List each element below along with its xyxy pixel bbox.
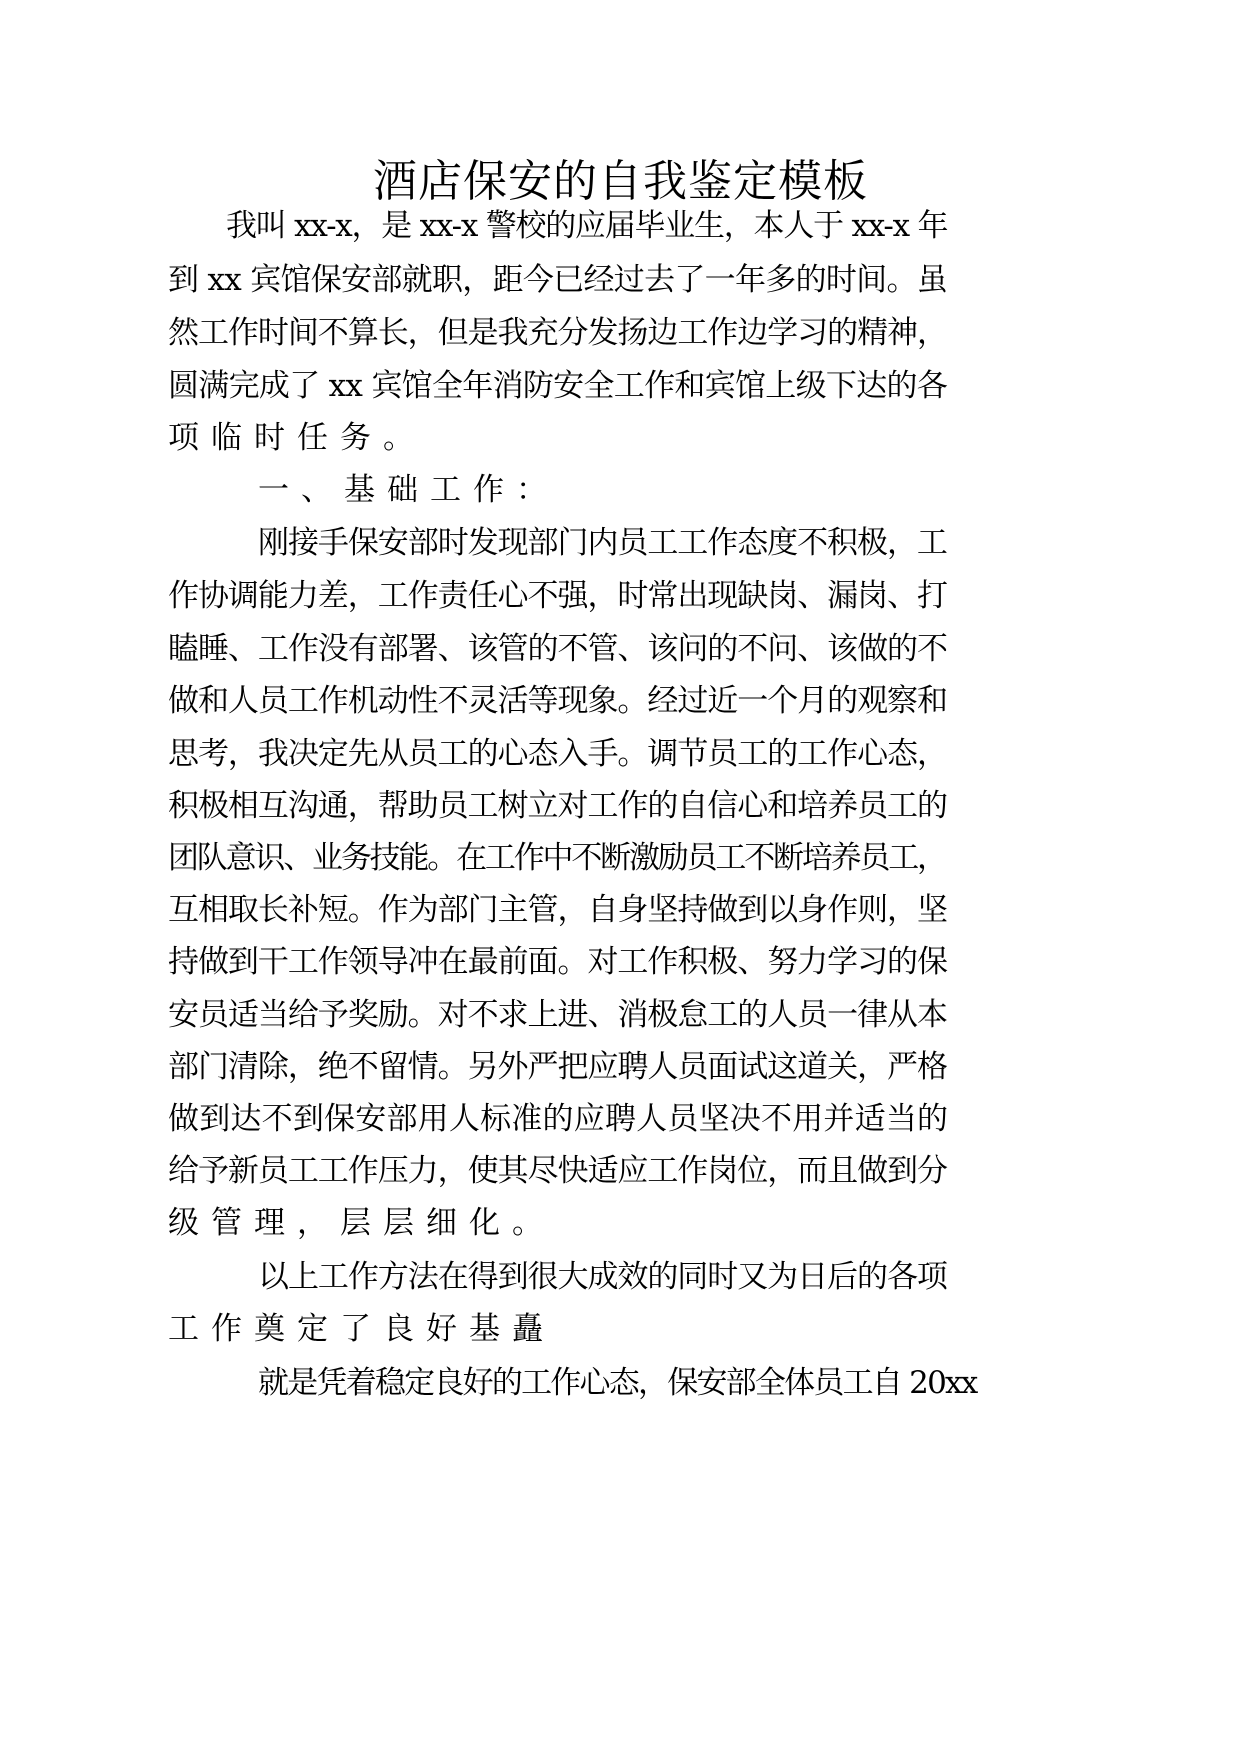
paragraph-line: 安员适当给予奖励。对不求上进、消极怠工的人员一律从本 (168, 997, 947, 1033)
paragraph-line: 互相取长补短。作为部门主管，自身坚持做到以身作则，坚 (168, 892, 947, 928)
paragraph-line: 以上工作方法在得到很大成效的同时又为日后的各项 (258, 1259, 947, 1295)
paragraph-line: 到 xx 宾馆保安部就职，距今已经过去了一年多的时间。虽 (168, 262, 948, 298)
paragraph-line: 思考，我决定先从员工的心态入手。调节员工的工作心态， (168, 736, 947, 772)
paragraph-line: 刚接手保安部时发现部门内员工工作态度不积极，工 (258, 525, 947, 561)
paragraph-line: 作协调能力差，工作责任心不强，时常出现缺岗、漏岗、打 (168, 578, 947, 614)
section-heading: 一、基础工作： (258, 472, 559, 508)
paragraph-line: 我叫 xx-x，是 xx-x 警校的应届毕业生，本人于 xx-x 年 (226, 208, 948, 244)
paragraph-line: 就是凭着稳定良好的工作心态，保安部全体员工自 20xx (258, 1365, 977, 1401)
paragraph-line: 持做到干工作领导冲在最前面。对工作积极、努力学习的保 (168, 944, 947, 980)
paragraph-line: 做到达不到保安部用人标准的应聘人员坚决不用并适当的 (168, 1101, 949, 1137)
paragraph-line: 工作奠定了良好基矗 (168, 1311, 555, 1347)
paragraph-line: 级管理，层层细化。 (168, 1205, 555, 1241)
document-title: 酒店保安的自我鉴定模板 (373, 156, 868, 207)
paragraph-line: 部门清除，绝不留情。另外严把应聘人员面试这道关，严格 (168, 1049, 947, 1085)
paragraph-line: 瞌睡、工作没有部署、该管的不管、该问的不问、该做的不 (168, 631, 947, 667)
paragraph-line: 圆满完成了 xx 宾馆全年消防安全工作和宾馆上级下达的各 (168, 368, 948, 404)
paragraph-line: 给予新员工工作压力，使其尽快适应工作岗位，而且做到分 (168, 1153, 947, 1189)
paragraph-line: 然工作时间不算长，但是我充分发扬边工作边学习的精神， (168, 315, 947, 351)
paragraph-line: 项临时任务。 (168, 420, 426, 456)
paragraph-line: 积极相互沟通，帮助员工树立对工作的自信心和培养员工的 (168, 788, 947, 824)
paragraph-line: 团队意识、业务技能。在工作中不断激励员工不断培养员工， (168, 840, 946, 876)
paragraph-line: 做和人员工作机动性不灵活等现象。经过近一个月的观察和 (168, 683, 947, 719)
